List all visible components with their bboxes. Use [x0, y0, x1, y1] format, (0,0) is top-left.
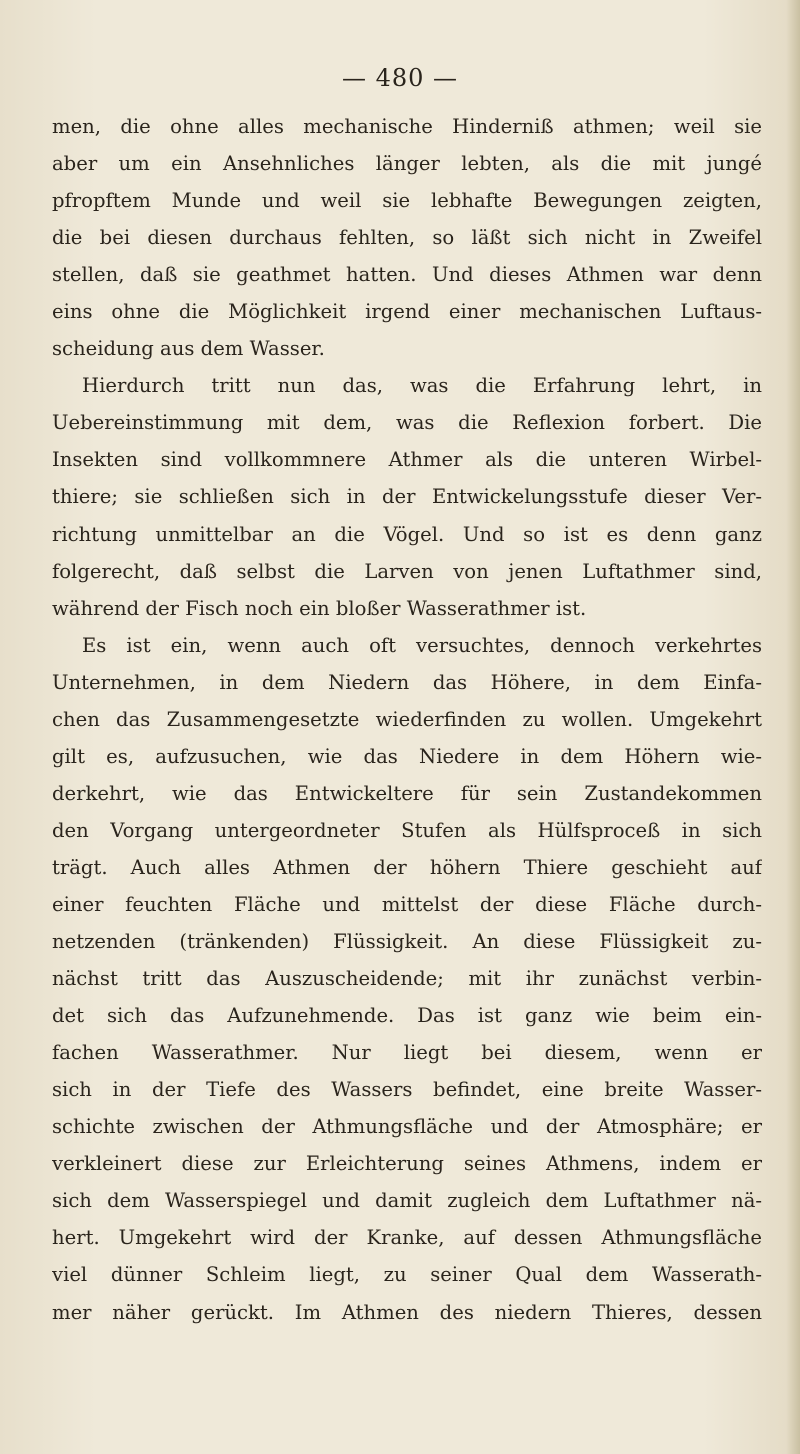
- text-line: richtung unmittelbar an die Vögel. Und so ist es denn ganz: [52, 522, 762, 546]
- text-line: chen das Zusammengesetzte wiederfinden zu wollen. Umgekehrt: [52, 707, 762, 731]
- text-line: pfropftem Munde und weil sie lebhafte Bewegungen zeigten,: [52, 189, 762, 213]
- text-line: Es ist ein, wenn auch oft versuchtes, dennoch verkehrtes: [82, 633, 762, 657]
- text-line: einer feuchten Fläche und mittelst der diese Fläche durch-: [52, 892, 762, 916]
- text-line: nächst tritt das Auszuscheidende; mit ihr zunächst verbin-: [52, 967, 762, 991]
- page-edge-shadow: [786, 0, 800, 1454]
- text-line: mer näher gerückt. Im Athmen des niedern Thieres, dessen: [52, 1300, 762, 1324]
- text-line: scheidung aus dem Wasser.: [52, 337, 325, 361]
- text-line: verkleinert diese zur Erleichterung seines Athmens, indem er: [52, 1152, 762, 1176]
- text-line: sich in der Tiefe des Wassers befindet, eine breite Wasser-: [52, 1078, 762, 1102]
- text-line: eins ohne die Möglichkeit irgend einer mechanischen Luftaus-: [52, 300, 762, 324]
- text-line: sich dem Wasserspiegel und damit zugleich dem Luftathmer nä-: [52, 1189, 762, 1213]
- text-line: den Vorgang untergeordneter Stufen als Hülfsproceß in sich: [52, 818, 762, 842]
- text-line: während der Fisch noch ein bloßer Wasserathmer ist.: [52, 596, 587, 620]
- text-line: gilt es, aufzusuchen, wie das Niedere in dem Höhern wie-: [52, 744, 762, 768]
- text-line: fachen Wasserathmer. Nur liegt bei diesem, wenn er: [52, 1041, 762, 1065]
- text-line: men, die ohne alles mechanische Hinderniß athmen; weil sie: [52, 115, 762, 138]
- text-line: Hierdurch tritt nun das, was die Erfahrung lehrt, in: [82, 374, 762, 398]
- text-line: die bei diesen durchaus fehlten, so läßt sich nicht in Zweifel: [52, 226, 762, 250]
- text-line: Uebereinstimmung mit dem, was die Reflexion forbert. Die: [52, 411, 762, 435]
- text-line: stellen, daß sie geathmet hatten. Und dieses Athmen war denn: [52, 263, 762, 287]
- page-number-header: — 480 —: [341, 64, 459, 92]
- text-line: trägt. Auch alles Athmen der höhern Thiere geschieht auf: [52, 855, 762, 879]
- text-line: Unternehmen, in dem Niedern das Höhere, in dem Einfa-: [52, 670, 762, 694]
- text-line: viel dünner Schleim liegt, zu seiner Qual dem Wasserath-: [52, 1263, 762, 1287]
- text-line: det sich das Aufzunehmende. Das ist ganz wie beim ein-: [52, 1004, 762, 1028]
- text-line: hert. Umgekehrt wird der Kranke, auf dessen Athmungsfläche: [52, 1226, 762, 1250]
- text-line: derkehrt, wie das Entwickeltere für sein Zustandekommen: [52, 781, 762, 805]
- body-text: [52, 108, 762, 1331]
- text-line: schichte zwischen der Athmungsfläche und der Atmosphäre; er: [52, 1115, 762, 1139]
- text-line: thiere; sie schließen sich in der Entwickelungsstufe dieser Ver-: [52, 485, 762, 509]
- text-line: Insekten sind vollkommnere Athmer als die unteren Wirbel-: [52, 448, 762, 472]
- text-line: folgerecht, daß selbst die Larven von jenen Luftathmer sind,: [52, 559, 762, 583]
- text-line: netzenden (tränkenden) Flüssigkeit. An diese Flüssigkeit zu-: [52, 930, 762, 954]
- text-line: aber um ein Ansehnliches länger lebten, als die mit jungé: [52, 152, 762, 176]
